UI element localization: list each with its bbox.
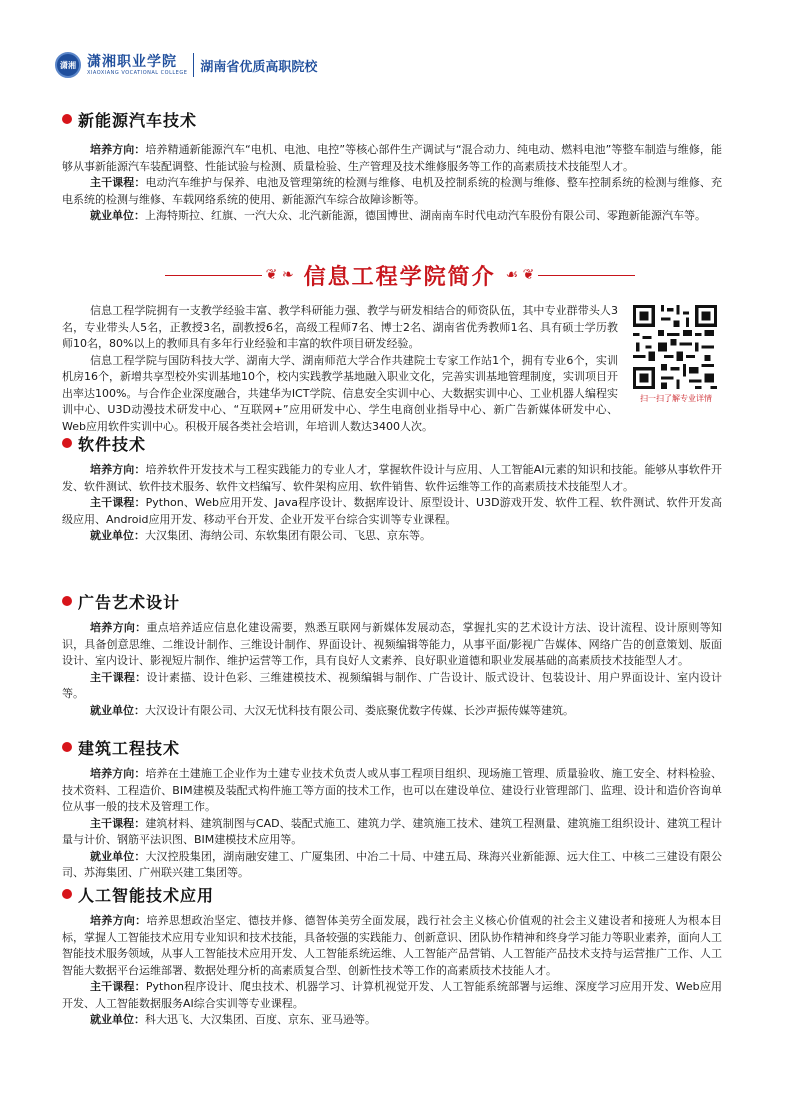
courses-label: 主干课程： (90, 496, 146, 509)
employers-text: 大汉集团、海纳公司、东软集团有限公司、飞思、京东等。 (145, 529, 431, 542)
direction-text: 培养软件开发技术与工程实践能力的专业人才，掌握软件设计与应用、人工智能AI元素的知识和技能。能够从事软件开发、软件测试、软件技术服务、软件文档编写、软件架构应用、软件销售、软件运维等工作的高素质技术技能型人才。 (62, 463, 723, 493)
direction-text: 重点培养适应信息化建设需要，熟悉互联网与新媒体发展动态，掌握扎实的艺术设计方法、设计流程、设计原则等知识，具备创意思维、二维设计制作、三维设计制作、界面设计、视频编辑等能力，从事平面/影视广告媒体、网络广告的创意策划、版面设计、室内设计、影视短片制作、维护运营等工作，具有良好人文素养、良好职业道德和职业发展基础的高素质技术技能型人才。 (62, 621, 723, 667)
direction-paragraph (62, 462, 722, 495)
header-divider (193, 53, 194, 77)
section-software-technology (62, 432, 722, 545)
employers-text: 科大迅飞、大汉集团、百度、京东、亚马逊等。 (145, 1013, 376, 1026)
courses-text: Python、Web应用开发、Java程序设计、数据库设计、原型设计、U3D游戏开发、软件工程、软件测试、软件开发高级应用、Android应用开发、移动平台开发、企业开发平台综合实训等专业课程。 (62, 496, 723, 526)
employers-paragraph (62, 528, 722, 545)
red-bullet-icon (62, 742, 72, 752)
courses-paragraph (62, 816, 722, 849)
courses-paragraph (62, 495, 722, 528)
college-name-en: XIAOXIANG VOCATIONAL COLLEGE (87, 69, 188, 76)
college-logo-text (87, 54, 187, 77)
employers-paragraph (62, 849, 722, 882)
direction-paragraph (62, 142, 722, 175)
direction-paragraph (62, 766, 722, 816)
flourish-left-icon: ❦ ❧ (265, 267, 294, 283)
employers-text: 大汉设计有限公司、大汉无忧科技有限公司、娄底聚优数字传媒、长沙声振传媒等建筑。 (145, 703, 574, 717)
employers-label: 就业单位： (90, 703, 145, 717)
employers-paragraph (62, 703, 722, 720)
direction-label: 培养方向： (90, 914, 147, 927)
section-title (62, 108, 722, 130)
courses-label: 主干课程： (90, 670, 147, 684)
direction-paragraph (62, 913, 722, 979)
courses-paragraph (62, 670, 722, 703)
courses-paragraph (62, 979, 722, 1012)
direction-label: 培养方向： (90, 463, 146, 476)
section-construction-engineering (62, 736, 722, 882)
employers-text: 大汉控股集团，湖南融安建工、广厦集团、中冶二十局、中建五局、珠海兴业新能源、远大住工、中核二三建设有限公司、苏海集团、广州联兴建工集团等。 (62, 849, 723, 879)
courses-text: Python程序设计、爬虫技术、机器学习、计算机视觉开发、人工智能系统部署与运维、深度学习应用开发、Web应用开发、人工智能数据服务AI综合实训等专业课程。 (62, 980, 723, 1010)
courses-label: 主干课程： (90, 980, 146, 993)
qr-caption: 扫一扫了解专业详情 (640, 394, 712, 403)
section-title (62, 590, 722, 612)
courses-label: 主干课程： (90, 816, 146, 830)
section-heading: 建筑工程技术 (78, 738, 181, 758)
banner-line-left (165, 275, 262, 276)
section-title (62, 432, 722, 454)
college-intro (62, 303, 618, 435)
intro-paragraph-2: 信息工程学院与国防科技大学、湖南大学、湖南师范大学合作共建院士专家工作站1个，拥有专业6个，实训机房16个，新增共享型校外实训基地10个，校内实践教学基地融入职业文化，完善实训基地管理制度，实训项目开出率达100%。与合作企业深度融合，共建华为ICT学院、信息安全实训中心、大数据实训中心、工业机器人编程实训中心、U3D动漫技术研发中心、“互联网+”应用研发中心、学生电商创业指导中心、新广告新媒体研发中心、Web应用软件实训中心。积极开展各类社会培训，年培训人数达3400人次。 (62, 353, 618, 433)
direction-label: 培养方向： (90, 767, 146, 780)
page-header (55, 45, 317, 85)
flourish-right-icon: ☙ ❦ (505, 267, 535, 283)
employers-text: 上海特斯拉、红旗、一汽大众、北汽新能源，德国博世、湖南南车时代电动汽车股份有限公司、零跑新能源汽车等。 (145, 209, 706, 222)
red-bullet-icon (62, 114, 72, 124)
employers-label: 就业单位： (90, 529, 145, 542)
employers-label: 就业单位： (90, 849, 146, 863)
section-heading: 广告艺术设计 (78, 592, 181, 612)
courses-text: 电动汽车维护与保养、电池及管理第统的检测与维修、电机及控制系统的检测与维修、整车控制系统的检测与维修、充电系统的检测与维修、车载网络系统的使用、新能源汽车综合故障诊断等。 (62, 176, 723, 206)
employers-paragraph (62, 1012, 722, 1029)
employers-label: 就业单位： (90, 1013, 145, 1026)
section-ai-application (62, 883, 722, 1029)
college-name: 潇湘职业学院 (87, 53, 177, 70)
college-intro-banner (165, 257, 635, 293)
direction-text: 培养在土建施工企业作为土建专业技术负责人或从事工程项目组织、现场施工管理、质量验收、施工安全、材料检验、技术资料、工程造价、BIM建模及装配式构件施工等方面的技术工作，也可以在建设单位、建设行业管理部门、监理、设计和造价咨询单位从事一般的技术及管理工作。 (62, 767, 723, 813)
red-bullet-icon (62, 889, 72, 899)
section-title (62, 883, 722, 905)
section-heading: 软件技术 (78, 434, 147, 454)
banner-title: 信息工程学院简介 (303, 264, 496, 290)
direction-paragraph (62, 620, 722, 670)
red-bullet-icon (62, 596, 72, 606)
section-heading: 新能源汽车技术 (78, 110, 198, 130)
employers-paragraph (62, 208, 722, 225)
header-subtitle: 湖南省优质高职院校 (200, 59, 318, 75)
section-new-energy-vehicle (62, 108, 722, 225)
red-bullet-icon (62, 438, 72, 448)
qr-code-icon[interactable] (630, 302, 720, 392)
direction-text: 培养思想政治坚定、德技并修、德智体美劳全面发展，践行社会主义核心价值观的社会主义建设者和接班人为根本目标，掌握人工智能技术应用专业知识和技术技能，具备较强的实践能力、创新意识、团队协作精神和终身学习能力等职业素养，面向人工智能技术服务领域，从事人工智能技术应用开发、人工智能系统运维、人工智能产品营销、人工智能产品技术支持与运营推广工作、人工智能大数据平台运维部署、数据处理分析的高素质复合型、创新性技术等工作的高素质技术技能人才。 (62, 914, 723, 977)
direction-text: 培养精通新能源汽车“电机、电池、电控”等核心部件生产调试与“混合动力、纯电动、燃料电池”等整车制造与维修，能够从事新能源汽车装配调整、性能试验与检测、质量检验、生产管理及技术维修服务等工作的高素质技术技能型人才。 (62, 143, 723, 173)
courses-text: 设计素描、设计色彩、三维建模技术、视频编辑与制作、广告设计、版式设计、包装设计、用户界面设计、室内设计等。 (62, 670, 723, 700)
intro-paragraph-1: 信息工程学院拥有一支教学经验丰富、教学科研能力强、教学与研发相结合的师资队伍，其中专业群带头人3名，专业带头人5名，正教授3名，副教授6名，高级工程师7名、博士2名、湖南省优秀教师1名、具有硕士学历教师10名，80%以上的教师具有多年行业经验和丰富的软件项目研发经验。 (62, 304, 618, 350)
section-advertising-design (62, 590, 722, 719)
section-heading: 人工智能技术应用 (78, 885, 215, 905)
courses-text: 建筑材料、建筑制图与CAD、装配式施工、建筑力学、建筑施工技术、建筑工程测量、建筑施工组织设计、建筑工程计量与计价、钢筋平法识图、BIM建模技术应用等。 (62, 816, 722, 846)
courses-label: 主干课程： (90, 176, 146, 189)
college-logo-icon: 潇湘 (55, 52, 81, 78)
banner-line-right (538, 275, 635, 276)
direction-label: 培养方向： (90, 143, 146, 156)
section-title (62, 736, 722, 758)
employers-label: 就业单位： (90, 209, 145, 222)
direction-label: 培养方向： (90, 621, 147, 634)
courses-paragraph (62, 175, 722, 208)
